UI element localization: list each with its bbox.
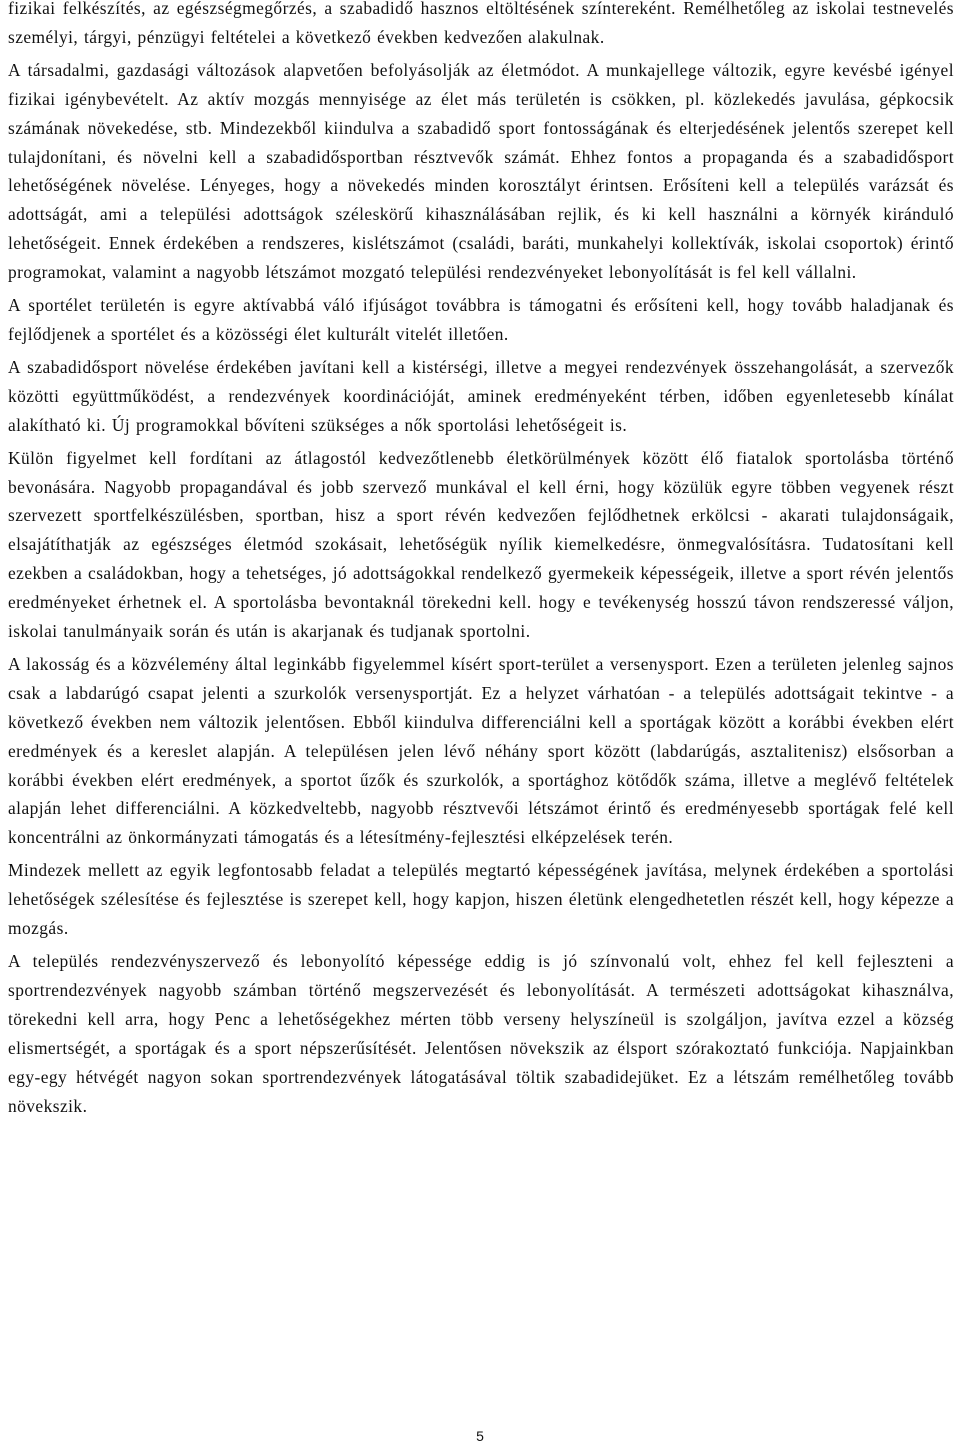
paragraph-3: A sportélet területén is egyre aktívabbá váló ifjúságot továbbra is támogatni és erősíteni kell, hogy tovább haladjanak és fejlődjenek a sportélet és a közösségi élet kulturált vitelét illetően. xyxy=(8,295,954,344)
paragraph-6: A lakosság és a közvélemény által leginkább figyelemmel kísért sport-terület a versenysport. Ezen a területen jelenleg sajnos csak a labdarúgó csapat jelenti a szurkolók versenysportját. Ez a helyzet várhatóan - a település adottságait tekintve - a következő években nem változik jelentősen. Ebből kiindulva differenciálni kell a sportágak között a korábbi években elért eredmények és a kereslet alapján. A településen jelen lévő néhány sport között (labdarúgás, asztalitenisz) elsősorban a korábbi években elért eredmények, a sportot űzők és szurkolók, a sportághoz kötődők száma, illetve a meglévő feltételek alapján lehet differenciálni. A közkedveltebb, nagyobb résztvevői létszámot érintő és eredményesebb sportágak felé kell koncentrálni az önkormányzati támogatás és a létesítmény-fejlesztési elképzelések terén. xyxy=(8,653,954,848)
page-number: 5 xyxy=(476,1428,484,1444)
paragraph-2: A társadalmi, gazdasági változások alapvetően befolyásolják az életmódot. A munkajellege változik, egyre kevésbé igényel fizikai igénybevételt. Az aktív mozgás mennyisége az élet más területén is csökken, pl. közlekedés javulása, gépkocsik számának növekedése, stb. Mindezekből kiindulva a szabadidő sport fontosságának és elterjedésének jelentős szerepet kell tulajdonítani, és növelni kell a szabadidősportban résztvevők számát. Ehhez fontos a propaganda és a szabadidősport lehetőségének növelése. Lényeges, hogy a növekedés minden korosztályt érintsen. Erősíteni kell a település varázsát és adottságát, ami a települési adottságok széleskörű kihasználásában rejlik, és ki kell használni a környék kiránduló lehetőségeit. Ennek érdekében a rendszeres, kislétszámot (családi, baráti, munkahelyi kollektívák, iskolai csoportok) érintő programokat, valamint a nagyobb létszámot mozgató települési rendezvényeket lebonyolítását is fel kell vállalni. xyxy=(8,59,954,283)
document-body xyxy=(8,0,954,1124)
paragraph-4: A szabadidősport növelése érdekében javítani kell a kistérségi, illetve a megyei rendezvények összehangolását, a szervezők közötti együttműködést, a rendezvények koordinációját, aminek eredményeként térben, időben egyenletesebb kínálat alakítható ki. Új programokkal bővíteni szükséges a nők sportolási lehetőségeit is. xyxy=(8,356,954,435)
paragraph-5: Külön figyelmet kell fordítani az átlagostól kedvezőtlenebb életkörülmények között élő fiatalok sportolásba történő bevonására. Nagyobb propagandával és jobb szervező munkával el kell érni, hogy közülük egyre többen vegyenek részt szervezett sportfelkészülésben, sportban, hisz a sport révén kedvezően fejlődhetnek erkölcsi - akarati tulajdonságaik, elsajátíthatják az egészséges életmód szokásait, lehetőségük nyílik kiemelkedésre, önmegvalósításra. Tudatosítani kell ezekben a családokban, hogy a tehetséges, jó adottságokkal rendelkező gyermekeik képességeik, illetve a sport révén jelentős eredményeket érhetnek el. A sportolásba bevontaknál törekedni kell. hogy e tevékenység hosszú távon rendszeressé váljon, iskolai tanulmányaik során és után is akarjanak és tudjanak sportolni. xyxy=(8,447,954,642)
paragraph-1: fizikai felkészítés, az egészségmegőrzés, a szabadidő hasznos eltöltésének színtereként. Remélhetőleg az iskolai testnevelés személyi, tárgyi, pénzügyi feltételei a következő években kedvezően alakulnak. xyxy=(8,0,954,47)
paragraph-8: A település rendezvényszervező és lebonyolító képessége eddig is jó színvonalú volt, ehhez fel kell fejleszteni a sportrendezvények nagyobb számban történő megszervezését és lebonyolítását. A természeti adottságokat kihasználva, törekedni kell arra, hogy Penc a lehetőségekhez mérten több verseny helyszíneül is szolgáljon, javítva ezzel a község elismertségét, a sportágak és a sport népszerűsítését. Jelentősen növekszik az élsport szórakoztató funkciója. Napjainkban egy-egy hétvégét nagyon sokan sportrendezvények látogatásával töltik szabadidejüket. Ez a létszám remélhetőleg tovább növekszik. xyxy=(8,951,954,1116)
paragraph-7: Mindezek mellett az egyik legfontosabb feladat a település megtartó képességének javítása, melynek érdekében a sportolási lehetőségek szélesítése és fejlesztése is szerepet kell, hogy kapjon, hiszen életünk elengedhetetlen részét kell, hogy képezze a mozgás. xyxy=(8,860,954,939)
